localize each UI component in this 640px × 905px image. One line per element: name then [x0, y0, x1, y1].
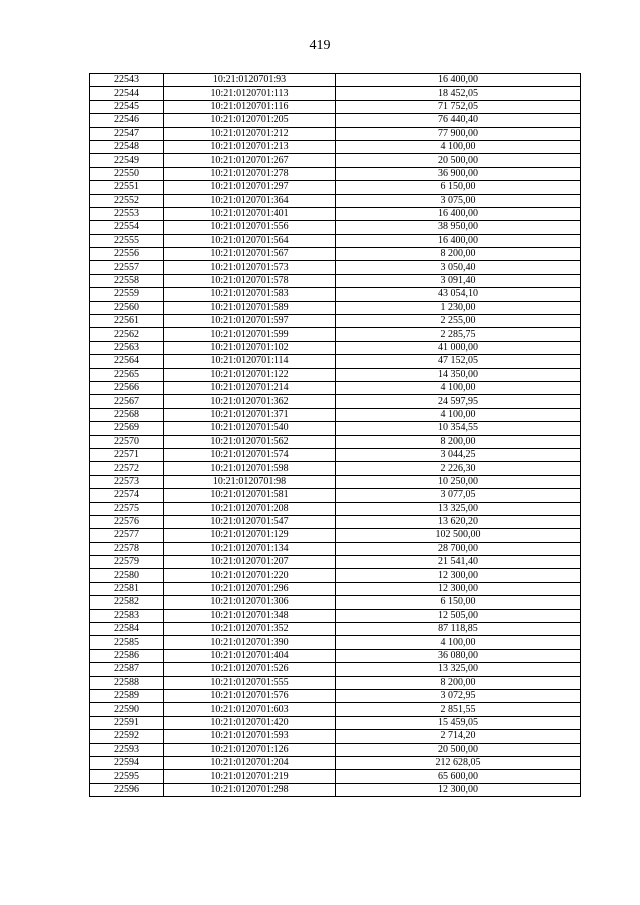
table-row — [90, 87, 581, 100]
table-row — [90, 649, 581, 662]
cadastral-number-cell: 10:21:0120701:564 — [164, 234, 336, 247]
table-row — [90, 248, 581, 261]
amount-cell: 12 300,00 — [336, 582, 581, 595]
cadastral-number-cell: 10:21:0120701:219 — [164, 770, 336, 783]
amount-cell: 36 900,00 — [336, 167, 581, 180]
row-number-cell: 22582 — [90, 596, 164, 609]
row-number-cell: 22584 — [90, 623, 164, 636]
amount-cell: 71 752,05 — [336, 100, 581, 113]
cadastral-number-cell: 10:21:0120701:298 — [164, 783, 336, 796]
amount-cell: 10 250,00 — [336, 475, 581, 488]
row-number-cell: 22589 — [90, 689, 164, 702]
amount-cell: 4 100,00 — [336, 381, 581, 394]
table-row — [90, 770, 581, 783]
amount-cell: 6 150,00 — [336, 181, 581, 194]
row-number-cell: 22571 — [90, 448, 164, 461]
amount-cell: 16 400,00 — [336, 234, 581, 247]
row-number-cell: 22545 — [90, 100, 164, 113]
cadastral-number-cell: 10:21:0120701:113 — [164, 87, 336, 100]
cadastral-number-cell: 10:21:0120701:129 — [164, 529, 336, 542]
amount-cell: 12 300,00 — [336, 569, 581, 582]
table-row — [90, 341, 581, 354]
cadastral-number-cell: 10:21:0120701:98 — [164, 475, 336, 488]
row-number-cell: 22555 — [90, 234, 164, 247]
cadastral-number-cell: 10:21:0120701:348 — [164, 609, 336, 622]
row-number-cell: 22570 — [90, 435, 164, 448]
cadastral-number-cell: 10:21:0120701:267 — [164, 154, 336, 167]
table-row — [90, 194, 581, 207]
cadastral-number-cell: 10:21:0120701:547 — [164, 515, 336, 528]
table-row — [90, 261, 581, 274]
cadastral-number-cell: 10:21:0120701:296 — [164, 582, 336, 595]
row-number-cell: 22594 — [90, 756, 164, 769]
amount-cell: 3 091,40 — [336, 274, 581, 287]
cadastral-number-cell: 10:21:0120701:562 — [164, 435, 336, 448]
row-number-cell: 22587 — [90, 663, 164, 676]
table-row — [90, 328, 581, 341]
amount-cell: 3 044,25 — [336, 448, 581, 461]
cadastral-number-cell: 10:21:0120701:352 — [164, 623, 336, 636]
amount-cell: 10 354,55 — [336, 422, 581, 435]
amount-cell: 41 000,00 — [336, 341, 581, 354]
amount-cell: 13 620,20 — [336, 515, 581, 528]
row-number-cell: 22546 — [90, 114, 164, 127]
row-number-cell: 22575 — [90, 502, 164, 515]
amount-cell: 3 072,95 — [336, 689, 581, 702]
cadastral-number-cell: 10:21:0120701:593 — [164, 730, 336, 743]
table-row — [90, 609, 581, 622]
row-number-cell: 22576 — [90, 515, 164, 528]
table-row — [90, 582, 581, 595]
cadastral-number-cell: 10:21:0120701:213 — [164, 140, 336, 153]
table-row — [90, 448, 581, 461]
cadastral-number-cell: 10:21:0120701:278 — [164, 167, 336, 180]
row-number-cell: 22588 — [90, 676, 164, 689]
table-row — [90, 127, 581, 140]
cadastral-number-cell: 10:21:0120701:212 — [164, 127, 336, 140]
row-number-cell: 22585 — [90, 636, 164, 649]
cadastral-number-cell: 10:21:0120701:404 — [164, 649, 336, 662]
table-row — [90, 556, 581, 569]
table-row — [90, 783, 581, 796]
amount-cell: 102 500,00 — [336, 529, 581, 542]
amount-cell: 2 226,30 — [336, 462, 581, 475]
table-row — [90, 462, 581, 475]
table-row — [90, 489, 581, 502]
amount-cell: 2 714,20 — [336, 730, 581, 743]
amount-cell: 14 350,00 — [336, 368, 581, 381]
cadastral-number-cell: 10:21:0120701:116 — [164, 100, 336, 113]
table-row — [90, 100, 581, 113]
table-row — [90, 355, 581, 368]
cadastral-number-cell: 10:21:0120701:540 — [164, 422, 336, 435]
row-number-cell: 22543 — [90, 74, 164, 87]
row-number-cell: 22595 — [90, 770, 164, 783]
amount-cell: 2 285,75 — [336, 328, 581, 341]
amount-cell: 1 230,00 — [336, 301, 581, 314]
table-row — [90, 274, 581, 287]
amount-cell: 3 077,05 — [336, 489, 581, 502]
table-row — [90, 756, 581, 769]
amount-cell: 20 500,00 — [336, 743, 581, 756]
cadastral-number-cell: 10:21:0120701:390 — [164, 636, 336, 649]
amount-cell: 43 054,10 — [336, 288, 581, 301]
cadastral-number-cell: 10:21:0120701:114 — [164, 355, 336, 368]
cadastral-number-cell: 10:21:0120701:420 — [164, 716, 336, 729]
row-number-cell: 22551 — [90, 181, 164, 194]
table-row — [90, 596, 581, 609]
amount-cell: 65 600,00 — [336, 770, 581, 783]
row-number-cell: 22564 — [90, 355, 164, 368]
cadastral-number-cell: 10:21:0120701:576 — [164, 689, 336, 702]
cadastral-number-cell: 10:21:0120701:371 — [164, 408, 336, 421]
row-number-cell: 22561 — [90, 315, 164, 328]
table-row — [90, 422, 581, 435]
cadastral-number-cell: 10:21:0120701:573 — [164, 261, 336, 274]
row-number-cell: 22556 — [90, 248, 164, 261]
cadastral-number-cell: 10:21:0120701:583 — [164, 288, 336, 301]
cadastral-number-cell: 10:21:0120701:401 — [164, 207, 336, 220]
table-row — [90, 569, 581, 582]
row-number-cell: 22577 — [90, 529, 164, 542]
amount-cell: 2 851,55 — [336, 703, 581, 716]
amount-cell: 15 459,05 — [336, 716, 581, 729]
amount-cell: 16 400,00 — [336, 207, 581, 220]
cadastral-number-cell: 10:21:0120701:205 — [164, 114, 336, 127]
table-row — [90, 167, 581, 180]
amount-cell: 212 628,05 — [336, 756, 581, 769]
table-row — [90, 676, 581, 689]
row-number-cell: 22565 — [90, 368, 164, 381]
table-row — [90, 663, 581, 676]
row-number-cell: 22566 — [90, 381, 164, 394]
cadastral-number-cell: 10:21:0120701:126 — [164, 743, 336, 756]
table-row — [90, 515, 581, 528]
table-row — [90, 395, 581, 408]
amount-cell: 28 700,00 — [336, 542, 581, 555]
cadastral-number-cell: 10:21:0120701:214 — [164, 381, 336, 394]
table-row — [90, 730, 581, 743]
amount-cell: 20 500,00 — [336, 154, 581, 167]
cadastral-number-cell: 10:21:0120701:589 — [164, 301, 336, 314]
cadastral-number-cell: 10:21:0120701:556 — [164, 221, 336, 234]
row-number-cell: 22591 — [90, 716, 164, 729]
amount-cell: 47 152,05 — [336, 355, 581, 368]
table-row — [90, 475, 581, 488]
cadastral-number-cell: 10:21:0120701:567 — [164, 248, 336, 261]
table-row — [90, 502, 581, 515]
row-number-cell: 22550 — [90, 167, 164, 180]
row-number-cell: 22579 — [90, 556, 164, 569]
amount-cell: 38 950,00 — [336, 221, 581, 234]
cadastral-number-cell: 10:21:0120701:204 — [164, 756, 336, 769]
row-number-cell: 22578 — [90, 542, 164, 555]
cadastral-number-cell: 10:21:0120701:597 — [164, 315, 336, 328]
row-number-cell: 22592 — [90, 730, 164, 743]
row-number-cell: 22590 — [90, 703, 164, 716]
table-row — [90, 140, 581, 153]
row-number-cell: 22580 — [90, 569, 164, 582]
amount-cell: 87 118,85 — [336, 623, 581, 636]
table-row — [90, 207, 581, 220]
table-row — [90, 288, 581, 301]
row-number-cell: 22586 — [90, 649, 164, 662]
cadastral-number-cell: 10:21:0120701:306 — [164, 596, 336, 609]
cadastral-number-cell: 10:21:0120701:599 — [164, 328, 336, 341]
table-row — [90, 408, 581, 421]
row-number-cell: 22559 — [90, 288, 164, 301]
row-number-cell: 22549 — [90, 154, 164, 167]
row-number-cell: 22572 — [90, 462, 164, 475]
amount-cell: 4 100,00 — [336, 140, 581, 153]
row-number-cell: 22563 — [90, 341, 164, 354]
row-number-cell: 22548 — [90, 140, 164, 153]
amount-cell: 36 080,00 — [336, 649, 581, 662]
amount-cell: 3 075,00 — [336, 194, 581, 207]
cadastral-number-cell: 10:21:0120701:603 — [164, 703, 336, 716]
amount-cell: 4 100,00 — [336, 636, 581, 649]
amount-cell: 6 150,00 — [336, 596, 581, 609]
cadastral-number-cell: 10:21:0120701:364 — [164, 194, 336, 207]
amount-cell: 76 440,40 — [336, 114, 581, 127]
cadastral-number-cell: 10:21:0120701:102 — [164, 341, 336, 354]
row-number-cell: 22552 — [90, 194, 164, 207]
table-row — [90, 114, 581, 127]
row-number-cell: 22568 — [90, 408, 164, 421]
table-row — [90, 315, 581, 328]
amount-cell: 13 325,00 — [336, 502, 581, 515]
table-row — [90, 181, 581, 194]
row-number-cell: 22562 — [90, 328, 164, 341]
amount-cell: 2 255,00 — [336, 315, 581, 328]
table-row — [90, 368, 581, 381]
cadastral-number-cell: 10:21:0120701:93 — [164, 74, 336, 87]
cadastral-number-cell: 10:21:0120701:208 — [164, 502, 336, 515]
amount-cell: 77 900,00 — [336, 127, 581, 140]
row-number-cell: 22581 — [90, 582, 164, 595]
amount-cell: 16 400,00 — [336, 74, 581, 87]
data-table — [89, 73, 581, 797]
amount-cell: 8 200,00 — [336, 435, 581, 448]
cadastral-number-cell: 10:21:0120701:578 — [164, 274, 336, 287]
cadastral-number-cell: 10:21:0120701:207 — [164, 556, 336, 569]
table-row — [90, 234, 581, 247]
table-row — [90, 381, 581, 394]
table-row — [90, 743, 581, 756]
table-row — [90, 154, 581, 167]
row-number-cell: 22573 — [90, 475, 164, 488]
cadastral-number-cell: 10:21:0120701:362 — [164, 395, 336, 408]
cadastral-number-cell: 10:21:0120701:122 — [164, 368, 336, 381]
table-row — [90, 636, 581, 649]
table-row — [90, 221, 581, 234]
table-body — [90, 74, 581, 797]
amount-cell: 13 325,00 — [336, 663, 581, 676]
cadastral-number-cell: 10:21:0120701:581 — [164, 489, 336, 502]
table-row — [90, 529, 581, 542]
cadastral-number-cell: 10:21:0120701:598 — [164, 462, 336, 475]
amount-cell: 8 200,00 — [336, 676, 581, 689]
cadastral-number-cell: 10:21:0120701:526 — [164, 663, 336, 676]
row-number-cell: 22567 — [90, 395, 164, 408]
row-number-cell: 22593 — [90, 743, 164, 756]
amount-cell: 3 050,40 — [336, 261, 581, 274]
row-number-cell: 22557 — [90, 261, 164, 274]
table-row — [90, 301, 581, 314]
amount-cell: 24 597,95 — [336, 395, 581, 408]
cadastral-number-cell: 10:21:0120701:555 — [164, 676, 336, 689]
amount-cell: 8 200,00 — [336, 248, 581, 261]
table-row — [90, 542, 581, 555]
row-number-cell: 22569 — [90, 422, 164, 435]
row-number-cell: 22596 — [90, 783, 164, 796]
row-number-cell: 22574 — [90, 489, 164, 502]
table-row — [90, 435, 581, 448]
table-row — [90, 689, 581, 702]
row-number-cell: 22558 — [90, 274, 164, 287]
amount-cell: 21 541,40 — [336, 556, 581, 569]
row-number-cell: 22583 — [90, 609, 164, 622]
table-row — [90, 716, 581, 729]
amount-cell: 18 452,05 — [336, 87, 581, 100]
amount-cell: 12 300,00 — [336, 783, 581, 796]
row-number-cell: 22544 — [90, 87, 164, 100]
cadastral-number-cell: 10:21:0120701:574 — [164, 448, 336, 461]
page-number: 419 — [309, 38, 331, 53]
table-row — [90, 623, 581, 636]
row-number-cell: 22553 — [90, 207, 164, 220]
cadastral-number-cell: 10:21:0120701:134 — [164, 542, 336, 555]
row-number-cell: 22547 — [90, 127, 164, 140]
table-row — [90, 74, 581, 87]
amount-cell: 12 505,00 — [336, 609, 581, 622]
cadastral-number-cell: 10:21:0120701:220 — [164, 569, 336, 582]
row-number-cell: 22554 — [90, 221, 164, 234]
cadastral-number-cell: 10:21:0120701:297 — [164, 181, 336, 194]
row-number-cell: 22560 — [90, 301, 164, 314]
table-row — [90, 703, 581, 716]
amount-cell: 4 100,00 — [336, 408, 581, 421]
